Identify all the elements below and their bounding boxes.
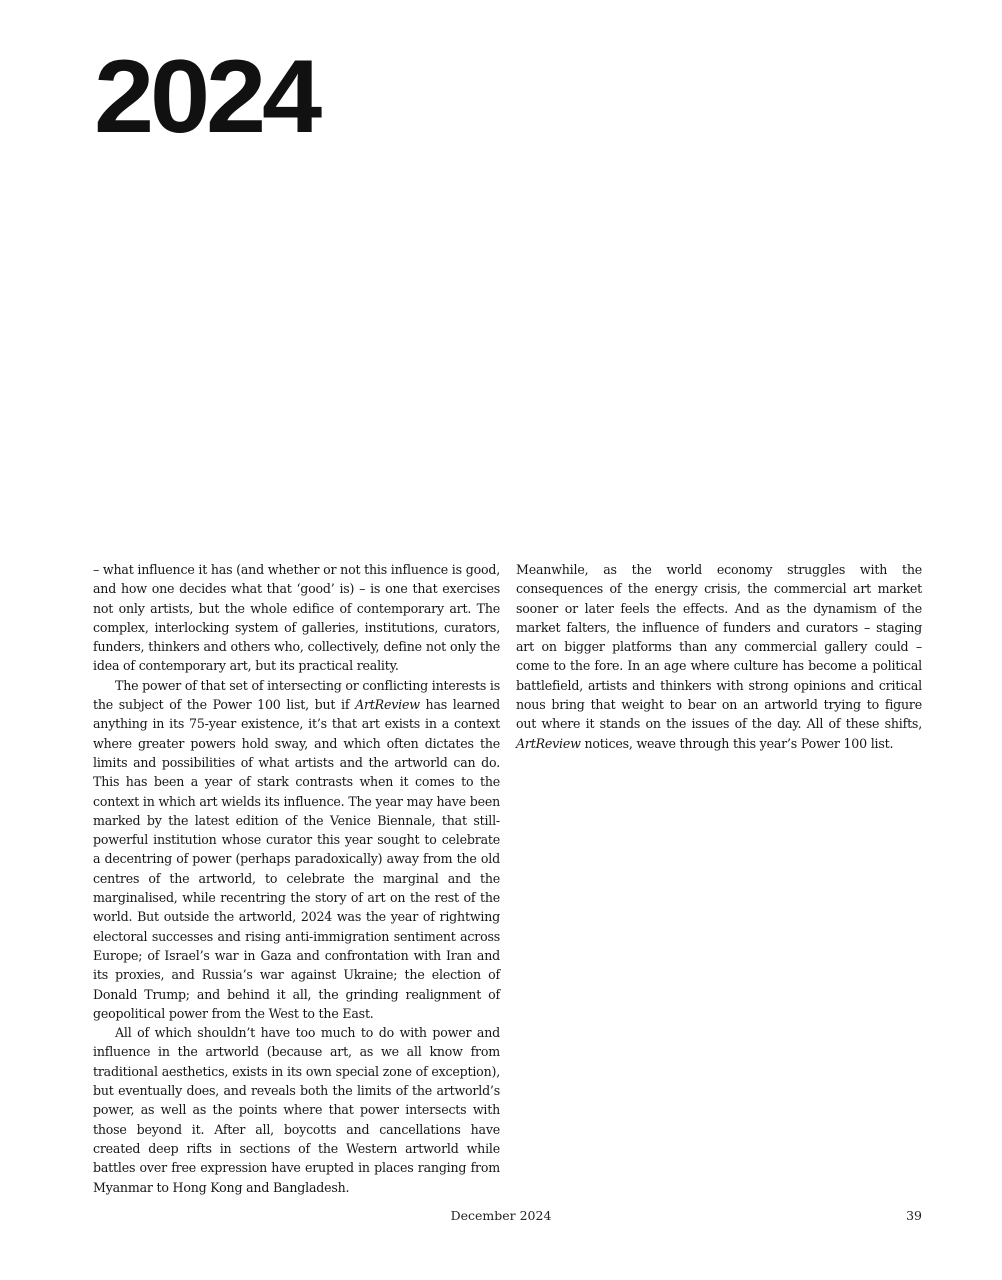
paragraph: [93, 676, 500, 1023]
text-run: Meanwhile, as the world economy struggles with the consequences of the energy crisis, the commercial art market sooner or later feels the effects. And as the dynamism of the market falters, the influence of funders and curators – staging art on bigger platforms than any commercial gallery could – come to the fore. In an age where culture has become a political battlefield, artists and thinkers with strong opinions and critical nous bring that weight to bear on an artworld trying to figure out where it stands on the issues of the day. All of these shifts,: [516, 562, 922, 732]
paragraph: All of which shouldn’t have too much to do with power and influence in the artworld (because art, as we all know from traditional aesthetics, exists in its own special zone of exception), but eventually does, and reveals both the limits of the artworld’s power, as well as the points where that power intersects with those beyond it. After all, boycotts and cancellations have created deep rifts in sections of the Western artworld while battles over free expression have erupted in places ranging from Myanmar to Hong Kong and Bangladesh.: [93, 1025, 500, 1195]
page-title: 2024: [94, 39, 318, 155]
page-number: 39: [906, 1208, 922, 1223]
publication-title: ArtReview: [355, 697, 420, 713]
text-run: notices, weave through this year’s Power 100 list.: [580, 735, 894, 751]
text-run: The power of that set of intersecting or conflicting interests is the subject of the Power 100 list, but if: [93, 677, 500, 713]
text-run: has learned anything in its 75-year existence, it’s that art exists in a context where greater powers hold sway, and which often dictates the limits and possibilities of what artists and the artworld can do. This has been a year of stark contrasts when it comes to the context in which art wields its influence. The year may have been marked by the latest edition of the Venice Biennale, that still-powerful institution whose curator this year sought to celebrate a decentring of power (perhaps paradoxically) away from the old centres of the artworld, to celebrate the marginal and the marginalised, while recentring the story of art on the rest of the world. But outside the artworld, 2024 was the year of rightwing electoral successes and rising anti-immigration sentiment across Europe; of Israel’s war in Gaza and confrontation with Iran and its proxies, and Russia’s war against Ukraine; the election of Donald Trump; and behind it all, the grinding realignment of geopolitical power from the West to the East.: [93, 697, 500, 1021]
article-column-left: [93, 560, 500, 1197]
footer-date: December 2024: [450, 1208, 552, 1223]
paragraph: – what influence it has (and whether or not this influence is good, and how one decides what that ‘good’ is) – is one that exercises not only artists, but the whole edifice of contemporary art. The complex, interlocking system of galleries, institutions, curators, funders, thinkers and others who, collectively, define not only the idea of contemporary art, but its practical reality.: [93, 562, 500, 674]
publication-title: ArtReview: [516, 735, 581, 751]
article-column-right: [516, 560, 922, 753]
paragraph: [516, 560, 922, 753]
